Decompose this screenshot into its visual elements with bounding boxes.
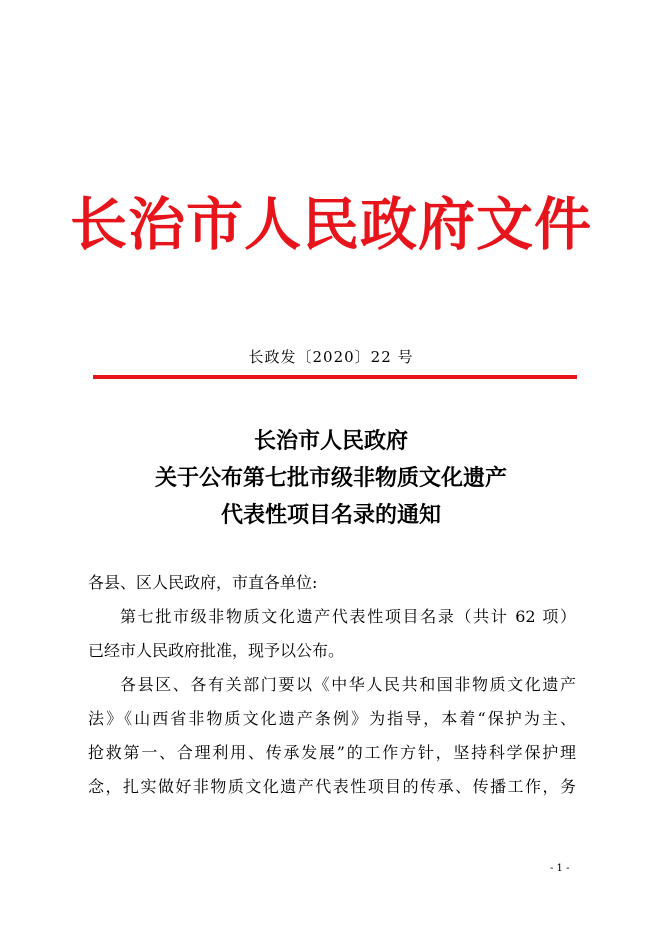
- paragraph-1-line-1: 第七批市级非物质文化遗产代表性项目名录（共计 62 项）: [120, 607, 576, 626]
- notice-title-line-2: 关于公布第七批市级非物质文化遗产: [154, 465, 507, 491]
- addressee-line: 各县、区人民政府，市直各单位:: [88, 573, 318, 592]
- document-number: 长政发〔2020〕22 号: [248, 348, 414, 366]
- document-header-title: 长治市人民政府文件: [70, 191, 592, 258]
- notice-title: [0, 423, 662, 534]
- paragraph-2-line-3: 抢救第一、合理利用、传承发展”的工作方针，坚持科学保护理: [88, 743, 576, 762]
- red-divider-rule: [93, 375, 577, 379]
- paragraph-2-line-2: 法》《山西省非物质文化遗产条例》为指导，本着“保护为主、: [88, 709, 576, 728]
- paragraph-1-line-2: 已经市人民政府批准，现予以公布。: [88, 641, 345, 660]
- paragraph-2-line-4: 念，扎实做好非物质文化遗产代表性项目的传承、传播工作，务: [88, 777, 576, 796]
- page-number: - 1 -: [550, 863, 570, 874]
- paragraph-2-line-1: 各县区、各有关部门要以《中华人民共和国非物质文化遗产: [120, 675, 576, 694]
- notice-title-line-1: 长治市人民政府: [253, 428, 408, 454]
- notice-body: [88, 566, 576, 804]
- notice-title-line-3: 代表性项目名录的通知: [220, 502, 441, 528]
